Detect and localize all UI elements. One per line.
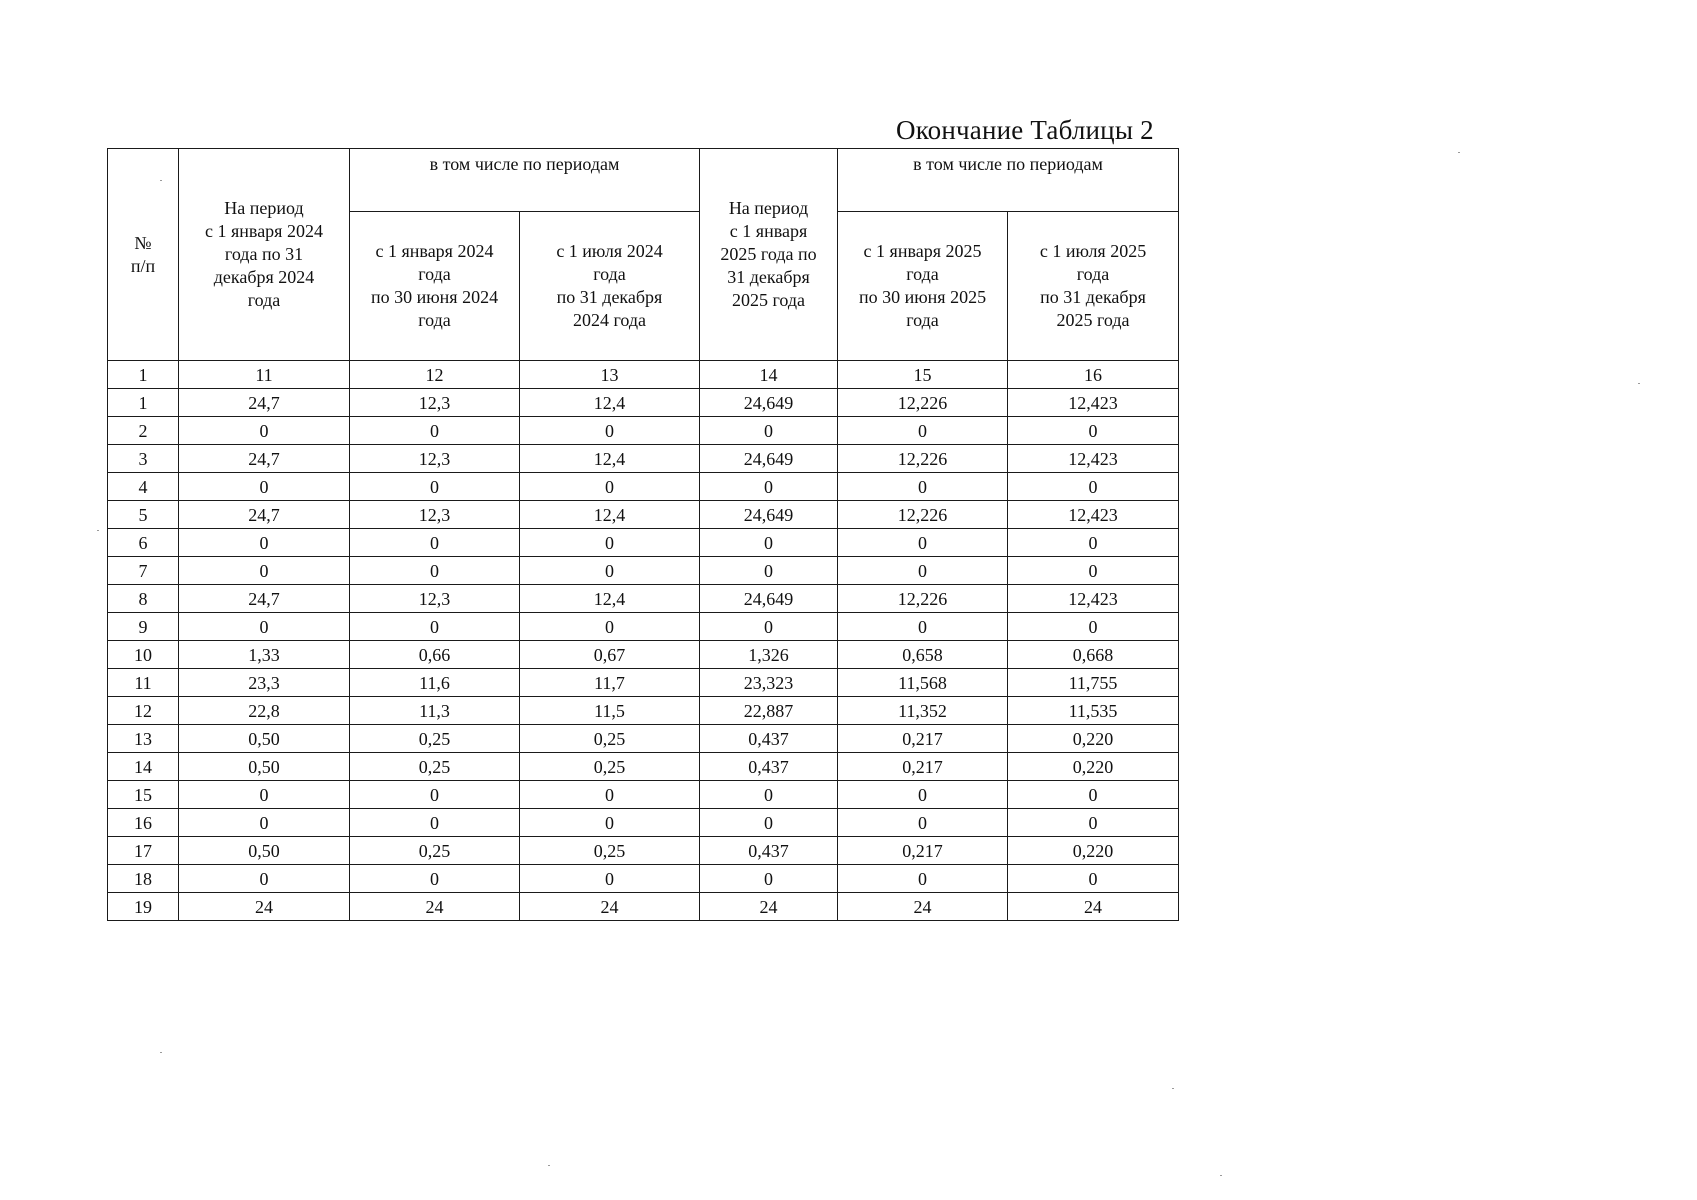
table-row [108, 473, 1179, 501]
header-period-2025: На период с 1 января 2025 года по 31 декабря 2025 года [700, 149, 838, 361]
data-table [107, 148, 1179, 921]
table-cell: 0 [838, 417, 1008, 445]
table-cell: 0 [1008, 809, 1179, 837]
table-cell: 0 [838, 613, 1008, 641]
header-row-top [108, 149, 1179, 212]
header-group-2024: в том числе по периодам [350, 149, 700, 212]
table-cell: 24,649 [700, 389, 838, 417]
table-row [108, 725, 1179, 753]
table-cell: 0 [838, 865, 1008, 893]
table-cell: 24,7 [179, 501, 350, 529]
table-row [108, 389, 1179, 417]
scan-speck [548, 1165, 550, 1166]
table-cell: 12,4 [520, 501, 700, 529]
table-row [108, 865, 1179, 893]
table-cell: 24,649 [700, 501, 838, 529]
table-row [108, 417, 1179, 445]
table-cell: 11,6 [350, 669, 520, 697]
table-cell: 12,423 [1008, 389, 1179, 417]
table-row [108, 557, 1179, 585]
table-cell: 0,220 [1008, 725, 1179, 753]
scan-speck [1638, 383, 1640, 384]
table-cell: 0 [1008, 613, 1179, 641]
table-cell: 0 [350, 613, 520, 641]
table-cell: 12,3 [350, 445, 520, 473]
table-cell: 0,25 [350, 725, 520, 753]
row-number-cell: 7 [108, 557, 179, 585]
table-cell: 0 [838, 557, 1008, 585]
table-cell: 12,4 [520, 445, 700, 473]
header-h2-2024: с 1 июля 2024 года по 31 декабря 2024 года [520, 212, 700, 361]
table-cell: 0 [520, 473, 700, 501]
table-cell: 11,3 [350, 697, 520, 725]
table-cell: 0 [520, 781, 700, 809]
table-cell: 0,220 [1008, 753, 1179, 781]
row-number-cell: 2 [108, 417, 179, 445]
table-cell: 24 [179, 893, 350, 921]
table-cell: 0,25 [350, 837, 520, 865]
scan-speck [160, 1052, 162, 1053]
table-cell: 0,437 [700, 725, 838, 753]
column-number-cell: 15 [838, 361, 1008, 389]
header-h1-2025: с 1 января 2025 года по 30 июня 2025 года [838, 212, 1008, 361]
table-cell: 12,226 [838, 445, 1008, 473]
table-cell: 12,3 [350, 585, 520, 613]
table-cell: 12,423 [1008, 585, 1179, 613]
table-cell: 12,226 [838, 501, 1008, 529]
table-cell: 11,568 [838, 669, 1008, 697]
row-number-cell: 13 [108, 725, 179, 753]
row-number-cell: 6 [108, 529, 179, 557]
column-number-cell: 1 [108, 361, 179, 389]
row-number-cell: 14 [108, 753, 179, 781]
table-cell: 0 [520, 865, 700, 893]
table-cell: 1,326 [700, 641, 838, 669]
table-row [108, 697, 1179, 725]
table-cell: 12,4 [520, 585, 700, 613]
table-cell: 0 [700, 473, 838, 501]
table-cell: 0,50 [179, 837, 350, 865]
table-cell: 0 [520, 809, 700, 837]
table-cell: 12,4 [520, 389, 700, 417]
table-row [108, 753, 1179, 781]
table-cell: 0,217 [838, 753, 1008, 781]
table-cell: 0 [1008, 781, 1179, 809]
table-cell: 23,323 [700, 669, 838, 697]
table-cell: 0,50 [179, 725, 350, 753]
table-cell: 12,3 [350, 389, 520, 417]
table-row [108, 613, 1179, 641]
table-cell: 0,66 [350, 641, 520, 669]
table-cell: 0 [179, 781, 350, 809]
table-cell: 23,3 [179, 669, 350, 697]
table-cell: 24,649 [700, 445, 838, 473]
table-cell: 0 [520, 557, 700, 585]
table-cell: 22,8 [179, 697, 350, 725]
column-number-cell: 12 [350, 361, 520, 389]
table-row [108, 669, 1179, 697]
table-cell: 24 [838, 893, 1008, 921]
table-cell: 0 [700, 781, 838, 809]
row-number-cell: 10 [108, 641, 179, 669]
table-cell: 0,437 [700, 837, 838, 865]
column-number-cell: 11 [179, 361, 350, 389]
table-cell: 0 [700, 809, 838, 837]
table-cell: 12,226 [838, 585, 1008, 613]
table-cell: 0,25 [520, 837, 700, 865]
table-cell: 0 [179, 529, 350, 557]
row-number-cell: 17 [108, 837, 179, 865]
table-cell: 11,755 [1008, 669, 1179, 697]
table-row [108, 641, 1179, 669]
table-cell: 11,352 [838, 697, 1008, 725]
row-number-cell: 12 [108, 697, 179, 725]
table-cell: 0 [520, 529, 700, 557]
table-cell: 0 [350, 809, 520, 837]
table-cell: 1,33 [179, 641, 350, 669]
table-cell: 0,217 [838, 725, 1008, 753]
table-cell: 0,67 [520, 641, 700, 669]
table-cell: 0 [1008, 557, 1179, 585]
scan-speck [1172, 1088, 1174, 1089]
table-cell: 0,25 [520, 725, 700, 753]
table-cell: 0 [179, 613, 350, 641]
table-body [108, 361, 1179, 921]
table-row [108, 837, 1179, 865]
table-row [108, 893, 1179, 921]
table-cell: 24 [350, 893, 520, 921]
table-cell: 0 [520, 417, 700, 445]
column-number-row [108, 361, 1179, 389]
table-row [108, 501, 1179, 529]
table-row [108, 445, 1179, 473]
table-cell: 0 [700, 613, 838, 641]
table-cell: 24 [1008, 893, 1179, 921]
table-cell: 0 [838, 473, 1008, 501]
table-cell: 0,437 [700, 753, 838, 781]
table-cell: 12,3 [350, 501, 520, 529]
header-group-2025: в том числе по периодам [838, 149, 1179, 212]
table-cell: 0,658 [838, 641, 1008, 669]
scan-speck [97, 530, 99, 531]
header-h1-2024: с 1 января 2024 года по 30 июня 2024 года [350, 212, 520, 361]
table-cell: 24 [700, 893, 838, 921]
table-cell: 24,7 [179, 389, 350, 417]
table-cell: 0 [1008, 417, 1179, 445]
table-cell: 11,535 [1008, 697, 1179, 725]
header-row-number: № п/п [108, 149, 179, 361]
table-cell: 0 [350, 473, 520, 501]
table-row [108, 585, 1179, 613]
row-number-cell: 16 [108, 809, 179, 837]
table-cell: 11,7 [520, 669, 700, 697]
table-cell: 0 [700, 417, 838, 445]
table-cell: 0 [838, 781, 1008, 809]
table-cell: 24,7 [179, 585, 350, 613]
table-cell: 24,649 [700, 585, 838, 613]
table-cell: 0 [1008, 473, 1179, 501]
table-cell: 0,25 [350, 753, 520, 781]
header-h2-2025: с 1 июля 2025 года по 31 декабря 2025 года [1008, 212, 1179, 361]
row-number-cell: 4 [108, 473, 179, 501]
table-cell: 0,50 [179, 753, 350, 781]
table-cell: 0 [838, 809, 1008, 837]
table-cell: 0 [700, 557, 838, 585]
table-cell: 12,423 [1008, 501, 1179, 529]
table-cell: 24 [520, 893, 700, 921]
table-cell: 0 [838, 529, 1008, 557]
table-cell: 0 [350, 529, 520, 557]
table-cell: 0,217 [838, 837, 1008, 865]
table-cell: 0 [700, 865, 838, 893]
table-cell: 0 [1008, 529, 1179, 557]
table-cell: 11,5 [520, 697, 700, 725]
column-number-cell: 14 [700, 361, 838, 389]
column-number-cell: 16 [1008, 361, 1179, 389]
table-cell: 0 [179, 809, 350, 837]
row-number-cell: 11 [108, 669, 179, 697]
table-cell: 12,423 [1008, 445, 1179, 473]
table-cell: 24,7 [179, 445, 350, 473]
table-cell: 12,226 [838, 389, 1008, 417]
row-number-cell: 9 [108, 613, 179, 641]
scan-speck [1220, 1175, 1222, 1176]
header-period-2024: На период с 1 января 2024 года по 31 декабря 2024 года [179, 149, 350, 361]
table-cell: 0 [700, 529, 838, 557]
table-cell: 0 [520, 613, 700, 641]
row-number-cell: 3 [108, 445, 179, 473]
table-caption: Окончание Таблицы 2 [896, 115, 1154, 145]
table-cell: 0 [179, 557, 350, 585]
table-cell: 0,25 [520, 753, 700, 781]
row-number-cell: 18 [108, 865, 179, 893]
scan-speck [160, 180, 162, 181]
table-cell: 0 [350, 865, 520, 893]
table-cell: 0 [350, 417, 520, 445]
table-cell: 0 [179, 865, 350, 893]
table-cell: 22,887 [700, 697, 838, 725]
row-number-cell: 19 [108, 893, 179, 921]
row-number-cell: 15 [108, 781, 179, 809]
row-number-cell: 1 [108, 389, 179, 417]
scan-speck [1458, 152, 1460, 153]
table-cell: 0 [179, 417, 350, 445]
table-row [108, 781, 1179, 809]
table-cell: 0,220 [1008, 837, 1179, 865]
table-cell: 0 [350, 557, 520, 585]
table-cell: 0,668 [1008, 641, 1179, 669]
row-number-cell: 8 [108, 585, 179, 613]
table-row [108, 809, 1179, 837]
table-row [108, 529, 1179, 557]
table-cell: 0 [179, 473, 350, 501]
table-cell: 0 [1008, 865, 1179, 893]
row-number-cell: 5 [108, 501, 179, 529]
table-cell: 0 [350, 781, 520, 809]
column-number-cell: 13 [520, 361, 700, 389]
